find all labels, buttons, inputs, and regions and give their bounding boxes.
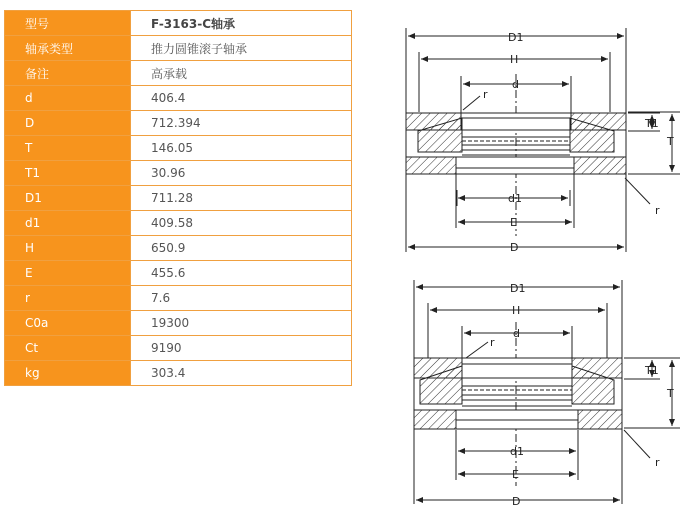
label-d: d [512, 78, 519, 91]
spec-key: 轴承类型 [5, 36, 131, 61]
bearing-diagram-top [406, 28, 680, 252]
label-H: H [512, 304, 521, 317]
spec-value: 9190 [131, 336, 352, 361]
label-r-right: r [655, 456, 660, 469]
spec-value: 30.96 [131, 161, 352, 186]
spec-key: D1 [5, 186, 131, 211]
spec-key: D [5, 111, 131, 136]
spec-key: d1 [5, 211, 131, 236]
spec-value: 406.4 [131, 86, 352, 111]
spec-value: 19300 [131, 311, 352, 336]
spec-value: 146.05 [131, 136, 352, 161]
spec-key: 备注 [5, 61, 131, 86]
spec-value: 303.4 [131, 361, 352, 386]
spec-value: F-3163-C轴承 [131, 11, 352, 36]
spec-value: 高承载 [131, 61, 352, 86]
spec-value: 712.394 [131, 111, 352, 136]
label-T: T [667, 135, 674, 148]
label-E: E [512, 468, 519, 481]
spec-key: H [5, 236, 131, 261]
label-D1: D1 [510, 282, 526, 295]
label-r-top: r [490, 336, 495, 349]
spec-key: C0a [5, 311, 131, 336]
label-T1: T1 [645, 117, 659, 130]
spec-value: 409.58 [131, 211, 352, 236]
label-d1: d1 [508, 192, 522, 205]
spec-value: 7.6 [131, 286, 352, 311]
spec-key: kg [5, 361, 131, 386]
spec-value: 650.9 [131, 236, 352, 261]
spec-value: 455.6 [131, 261, 352, 286]
label-T1: T1 [645, 364, 659, 377]
label-d: d [513, 327, 520, 340]
spec-key: E [5, 261, 131, 286]
label-r-right: r [655, 204, 660, 217]
label-D: D [512, 495, 521, 508]
spec-key: T [5, 136, 131, 161]
label-r-top: r [483, 88, 488, 101]
label-E: E [510, 216, 517, 229]
label-D: D [510, 241, 519, 254]
spec-key: d [5, 86, 131, 111]
label-H: H [510, 53, 519, 66]
spec-key: 型号 [5, 11, 131, 36]
label-d1: d1 [510, 445, 524, 458]
label-T: T [667, 387, 674, 400]
spec-key: r [5, 286, 131, 311]
bearing-diagram-bottom [414, 280, 680, 504]
spec-key: T1 [5, 161, 131, 186]
label-D1: D1 [508, 31, 524, 44]
spec-value: 推力圆锥滚子轴承 [131, 36, 352, 61]
spec-key: Ct [5, 336, 131, 361]
spec-value: 711.28 [131, 186, 352, 211]
